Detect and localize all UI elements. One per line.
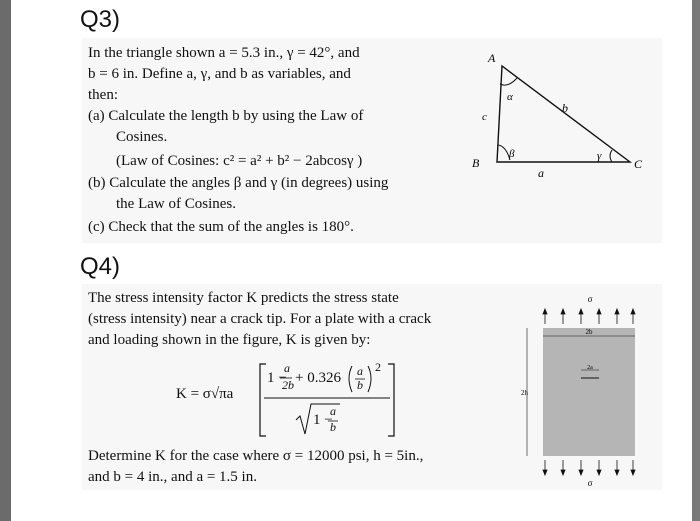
vertex-c-label: C <box>634 157 643 171</box>
formula-lhs: K = σ√πa <box>176 386 234 402</box>
plate-body <box>543 328 635 456</box>
num-plus-coeff: + 0.326 <box>295 370 341 386</box>
alpha-label: α <box>507 91 513 103</box>
sigma-bottom-label: σ <box>587 478 593 488</box>
crack-label: 2a <box>587 365 593 371</box>
q4-line-3: and loading shown in the figure, K is given by: <box>88 332 371 348</box>
q3-law-of-cosines: (Law of Cosines: c² = a² + b² − 2abcosγ ) <box>116 153 363 169</box>
q3-part-a: (a) Calculate the length b by using the Law of <box>88 108 364 124</box>
paren-right <box>368 366 371 392</box>
top-load-arrows <box>543 309 635 324</box>
num-a: a <box>284 361 290 375</box>
vertex-a-label: A <box>488 51 496 65</box>
gamma-arc <box>610 150 612 162</box>
q3-part-b: (b) Calculate the angles β and γ (in degrees) using <box>88 175 389 191</box>
q3-part-c: (c) Check that the sum of the angles is 180°. <box>88 219 354 235</box>
num-a2: a <box>357 364 363 378</box>
right-border <box>692 0 700 521</box>
num-exponent: 2 <box>375 360 381 374</box>
q4-title: Q4) <box>80 253 121 280</box>
vertex-b-label: B <box>472 156 480 170</box>
q4-closing-1: Determine K for the case where σ = 12000 psi, h = 5in., <box>88 448 424 464</box>
den-one-minus: 1 − <box>313 412 333 428</box>
height-label: 2h <box>521 389 528 397</box>
left-border <box>0 0 11 521</box>
side-b-label: b <box>562 101 568 115</box>
q3-line-2: b = 6 in. Define a, γ, and b as variables, and <box>88 66 351 82</box>
q4-line-2: (stress intensity) near a crack tip. For a plate with a crack <box>88 311 432 327</box>
cracked-plate-figure <box>515 290 655 490</box>
triangle-figure <box>462 40 662 190</box>
paren-left <box>349 366 352 392</box>
width-label: 2b <box>585 328 593 336</box>
q3-part-a-cont: Cosines. <box>116 129 168 145</box>
den-b: b <box>330 420 336 434</box>
q3-title: Q3) <box>80 6 121 33</box>
alpha-arc <box>500 78 517 85</box>
gamma-label: γ <box>597 150 602 162</box>
q4-closing-2: and b = 4 in., and a = 1.5 in. <box>88 469 257 485</box>
side-a-label: a <box>538 166 544 180</box>
stress-intensity-formula <box>170 360 410 440</box>
sigma-top-label: σ <box>587 294 593 304</box>
q3-line-3: then: <box>88 87 118 103</box>
beta-label: β <box>509 148 515 160</box>
left-bracket <box>260 364 266 436</box>
q3-line-1: In the triangle shown a = 5.3 in., γ = 42°, and <box>88 45 360 61</box>
bottom-load-arrows <box>543 460 635 475</box>
num-one-minus: 1 − <box>267 370 287 386</box>
q4-line-1: The stress intensity factor K predicts the stress state <box>88 290 399 306</box>
q3-part-b-cont: the Law of Cosines. <box>116 196 236 212</box>
num-b2: b <box>357 378 363 392</box>
den-a: a <box>330 404 336 418</box>
side-c-label: c <box>482 111 487 123</box>
right-bracket <box>388 364 394 436</box>
num-2b: 2b <box>282 378 294 392</box>
